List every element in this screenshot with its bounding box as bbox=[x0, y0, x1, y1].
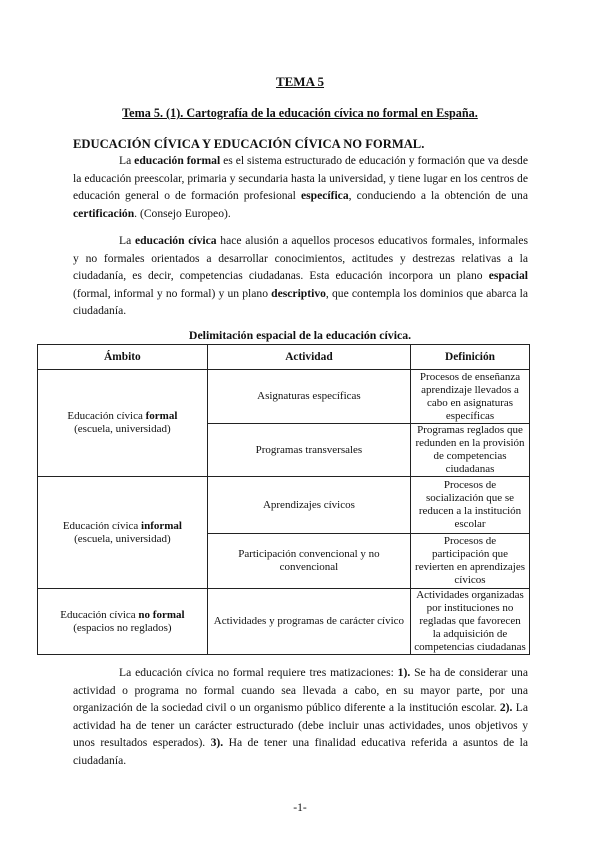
actividad-cell: Aprendizajes cívicos bbox=[207, 477, 410, 534]
text-run: , conduciendo a la obtención de una bbox=[348, 189, 528, 202]
table-caption: Delimitación espacial de la educación cívica. bbox=[188, 328, 412, 342]
bold-term: 1). bbox=[397, 666, 411, 679]
definicion-cell: Programas reglados que redunden en la provisión de competencias ciudadanas bbox=[411, 424, 530, 477]
paragraph-formal-education bbox=[73, 152, 528, 222]
ambito-cell-informal bbox=[38, 477, 208, 589]
table-header-row bbox=[38, 345, 530, 370]
ambito-bold: informal bbox=[141, 519, 182, 532]
definicion-cell: Procesos de participación que revierten en aprendizajes cívicos bbox=[411, 534, 530, 589]
ambito-sub: (escuela, universidad) bbox=[74, 423, 171, 435]
paragraph-civic-education bbox=[73, 232, 528, 320]
paragraph-nonformal-criteria bbox=[73, 664, 528, 769]
header-definicion: Definición bbox=[411, 345, 530, 370]
ambito-prefix: Educación cívica bbox=[60, 608, 139, 621]
civic-education-table bbox=[37, 344, 530, 655]
bold-term: educación cívica bbox=[134, 234, 217, 247]
text-run: La bbox=[119, 234, 135, 247]
page-number: -1- bbox=[293, 801, 307, 814]
document-subtitle: Tema 5. (1). Cartografía de la educación cívica no formal en España. bbox=[122, 106, 478, 120]
section-heading: EDUCACIÓN CÍVICA Y EDUCACIÓN CÍVICA NO FORMAL. bbox=[73, 137, 425, 151]
actividad-cell: Actividades y programas de carácter cívico bbox=[207, 589, 410, 655]
document-title: TEMA 5 bbox=[275, 74, 325, 89]
bold-term: descriptivo bbox=[271, 286, 326, 300]
text-run: La educación cívica no formal requiere tres matizaciones: bbox=[119, 666, 398, 679]
text-run: . (Consejo Europeo). bbox=[134, 206, 231, 220]
ambito-prefix: Educación cívica bbox=[62, 519, 142, 532]
ambito-sub: (escuela, universidad) bbox=[74, 532, 171, 545]
ambito-cell-no-formal bbox=[38, 589, 208, 655]
actividad-cell: Asignaturas específicas bbox=[207, 370, 410, 424]
table-row bbox=[38, 370, 530, 424]
definicion-cell: Actividades organizadas por instituciones no regladas que favorecen la adquisición de competencias ciudadanas bbox=[411, 589, 530, 655]
header-actividad: Actividad bbox=[207, 345, 410, 370]
text-run: La actividad ha de tener un carácter estructurado (debe incluir unas actividades, unos objetivos y unos resultados esperados). bbox=[73, 701, 528, 749]
text-run: (formal, informal y no formal) y un plano bbox=[73, 286, 272, 300]
ambito-bold: formal bbox=[145, 410, 178, 422]
text-run: Se ha de considerar una actividad o programa no formal cuando sea llevada a cabo, en su mayor parte, por una organización de la sociedad civil o un organismo público diferente a la institución escolar. bbox=[73, 666, 528, 714]
definicion-cell: Procesos de socialización que se reducen a la institución escolar bbox=[411, 477, 530, 534]
bold-term: 3). bbox=[210, 736, 224, 749]
table-row bbox=[38, 477, 530, 534]
actividad-cell: Programas transversales bbox=[207, 424, 410, 477]
actividad-cell: Participación convencional y no convencional bbox=[207, 534, 410, 589]
definicion-cell: Procesos de enseñanza aprendizaje llevados a cabo en asignaturas específicas bbox=[411, 370, 530, 424]
ambito-bold: no formal bbox=[138, 608, 185, 621]
text-run: La bbox=[119, 154, 135, 167]
text-run: hace alusión a aquellos procesos educativos formales, informales y no formales orientados a desarrollar conocimientos, actitudes y destrezas relativas a la ciudadanía, es decir, competencias ciudadanas. Esta educación incorpora un plano bbox=[73, 234, 528, 282]
ambito-cell-formal bbox=[38, 370, 208, 477]
ambito-prefix: Educación cívica bbox=[67, 410, 146, 422]
text-run: , que contempla los dominios que abarca la ciudadanía. bbox=[73, 286, 528, 317]
header-ambito: Ámbito bbox=[38, 345, 208, 370]
text-run: es el sistema estructurado de educación y formación que va desde la educación preescolar, primaria y secundaria hasta la universidad, y tiene lugar en los centros de educación general o de formación profesional bbox=[73, 154, 528, 202]
text-run: Ha de tener una finalidad educativa referida a asuntos de la ciudadanía. bbox=[73, 736, 528, 767]
bold-term: específica bbox=[300, 189, 349, 202]
table-row bbox=[38, 589, 530, 655]
ambito-sub: (espacios no reglados) bbox=[73, 621, 172, 634]
bold-term: educación formal bbox=[134, 154, 221, 167]
bold-term: certificación bbox=[73, 206, 135, 220]
bold-term: 2). bbox=[499, 701, 513, 714]
bold-term: espacial bbox=[488, 269, 528, 282]
